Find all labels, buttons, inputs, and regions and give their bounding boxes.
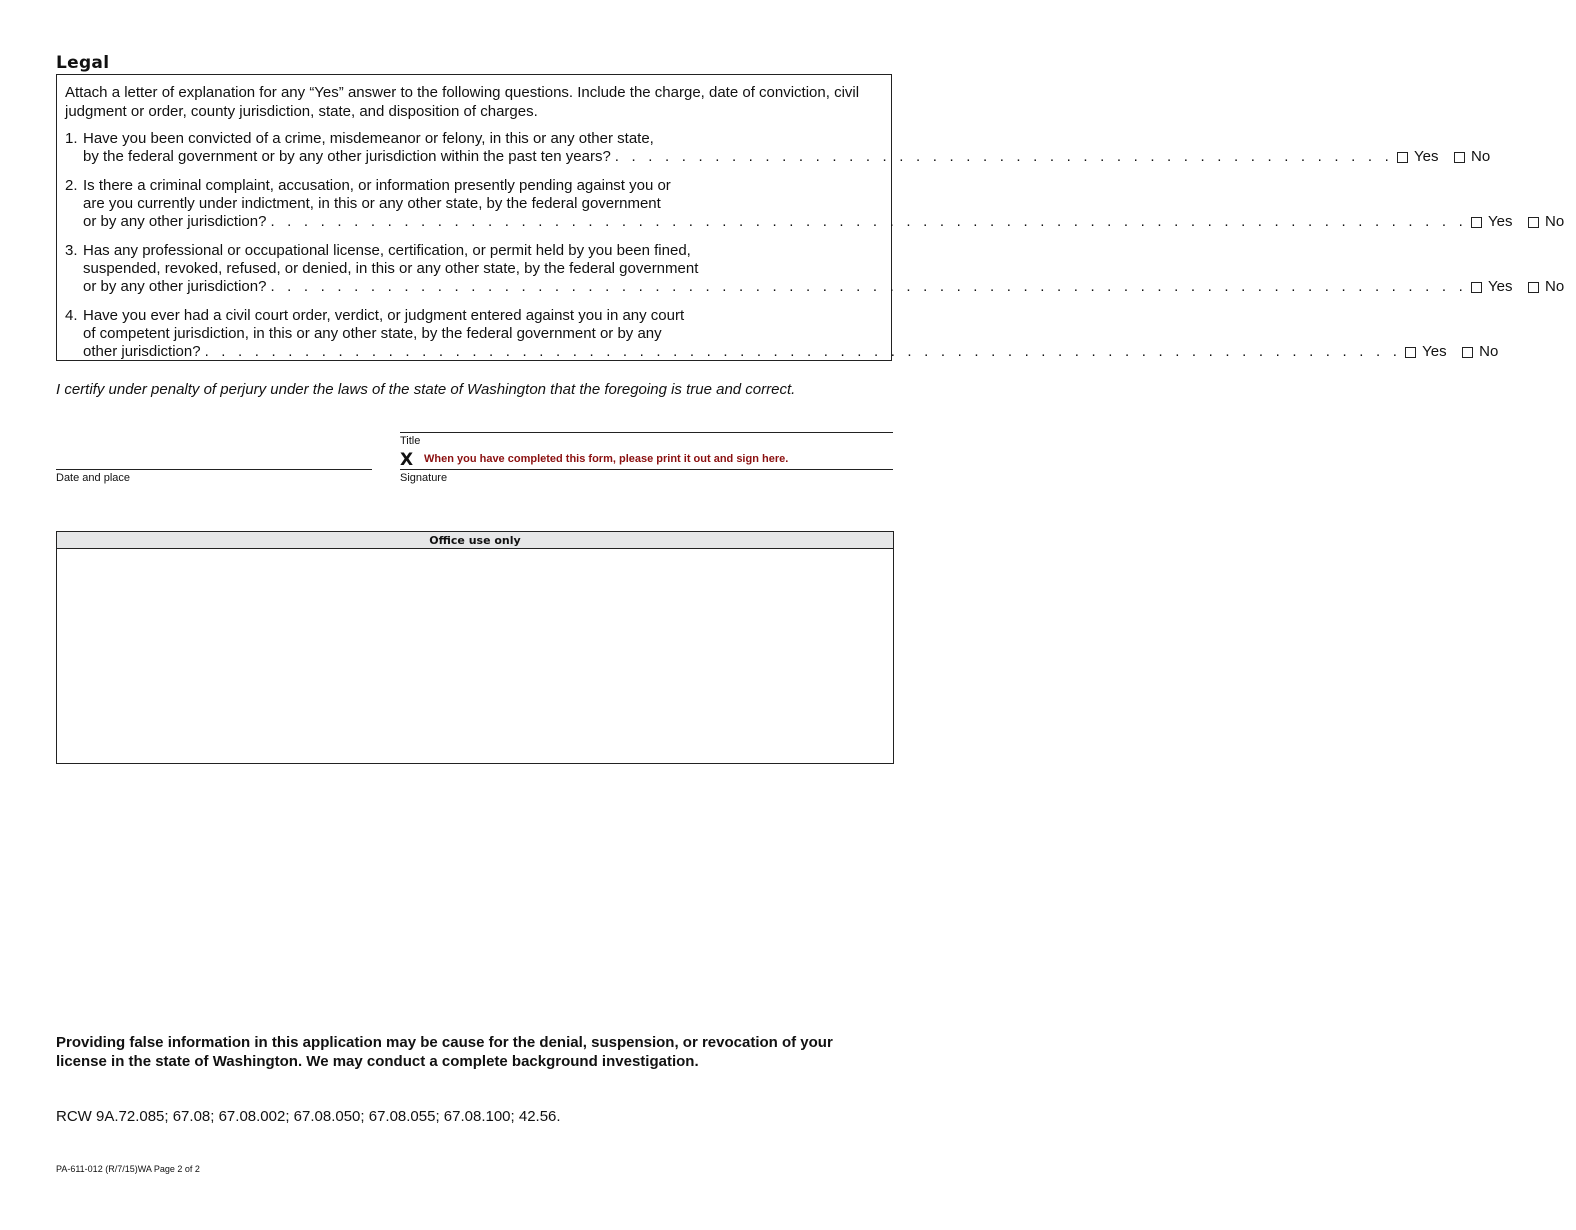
signature-label: Signature: [400, 472, 448, 484]
leader-dots: . . . . . . . . . . . . . . . . . . . . . . . . . . . . . . . . . . . . . . . . . . . . . . . . . . . . . . . . . . . . . . . . . . . . . . . .: [204, 343, 1402, 360]
question-text-line: Has any professional or occupational license, certification, or permit held by you been fined,: [83, 242, 691, 259]
question-2: [65, 177, 1565, 231]
question-4: [65, 307, 1499, 361]
no-option[interactable]: [1528, 278, 1576, 296]
leader-dots: . . . . . . . . . . . . . . . . . . . . . . . . . . . . . . . . . . . . . . . . . . . . . . . . . . . . . . . . . . . . . . . . . . . . . . . .: [270, 278, 1467, 295]
question-text-line: Is there a criminal complaint, accusation, or information presently pending against you or: [83, 177, 671, 194]
office-use-header: Office use only: [57, 532, 893, 549]
no-option[interactable]: [1462, 343, 1510, 361]
no-label: No: [1545, 213, 1565, 230]
form-footer: PA-611-012 (R/7/15)WA Page 2 of 2: [56, 1164, 200, 1174]
title-field-line[interactable]: [400, 432, 893, 433]
question-text-line: or by any other jurisdiction?: [83, 278, 267, 295]
question-text-line: by the federal government or by any other jurisdiction within the past ten years?: [83, 148, 611, 165]
question-text-line: other jurisdiction?: [83, 343, 201, 360]
no-option[interactable]: [1528, 213, 1576, 231]
yes-checkbox[interactable]: [1405, 347, 1416, 358]
no-label: No: [1470, 148, 1491, 165]
false-information-warning: Providing false information in this application may be cause for the denial, suspension, or revocation of your license in the state of Washington. We may conduct a complete background investigation.: [56, 1034, 833, 1070]
question-number: 1.: [65, 130, 78, 147]
title-label: Title: [400, 435, 421, 447]
leader-dots: . . . . . . . . . . . . . . . . . . . . . . . . . . . . . . . . . . . . . . . . . . . . . . .: [614, 148, 1393, 165]
question-text-line: Have you ever had a civil court order, verdict, or judgment entered against you in any court: [83, 307, 685, 324]
question-1: [65, 130, 1491, 166]
no-checkbox[interactable]: [1454, 152, 1465, 163]
question-text-line: Have you been convicted of a crime, misdemeanor or felony, in this or any other state,: [83, 130, 654, 147]
no-label: No: [1479, 343, 1499, 360]
no-checkbox[interactable]: [1528, 217, 1539, 228]
question-number: 4.: [65, 307, 78, 324]
no-checkbox[interactable]: [1528, 282, 1539, 293]
sign-here-x-icon: X: [400, 450, 414, 470]
yes-option[interactable]: [1397, 148, 1452, 166]
question-3: [65, 242, 1565, 296]
date-place-field-line[interactable]: [56, 469, 372, 470]
office-use-box: [56, 531, 894, 764]
yes-option[interactable]: [1405, 343, 1460, 361]
rcw-references: RCW 9A.72.085; 67.08; 67.08.002; 67.08.050; 67.08.055; 67.08.100; 42.56.: [56, 1108, 561, 1125]
yes-checkbox[interactable]: [1471, 217, 1482, 228]
question-number: 2.: [65, 177, 78, 194]
date-place-label: Date and place: [56, 472, 130, 484]
yes-label: Yes: [1488, 213, 1513, 230]
yes-label: Yes: [1488, 278, 1513, 295]
question-text-line: or by any other jurisdiction?: [83, 213, 267, 230]
question-text-line: of competent jurisdiction, in this or any other state, by the federal government or by any: [83, 325, 662, 342]
no-label: No: [1545, 278, 1565, 295]
yes-option[interactable]: [1471, 213, 1526, 231]
section-title: Legal: [56, 53, 110, 73]
yes-label: Yes: [1422, 343, 1447, 360]
signature-field-line[interactable]: [400, 469, 893, 470]
question-text-line: are you currently under indictment, in this or any other state, by the federal government: [83, 195, 661, 212]
yes-checkbox[interactable]: [1471, 282, 1482, 293]
yes-checkbox[interactable]: [1397, 152, 1408, 163]
no-option[interactable]: [1454, 148, 1502, 166]
question-number: 3.: [65, 242, 78, 259]
yes-label: Yes: [1413, 148, 1439, 165]
question-text-line: suspended, revoked, refused, or denied, in this or any other state, by the federal government: [83, 260, 699, 277]
leader-dots: . . . . . . . . . . . . . . . . . . . . . . . . . . . . . . . . . . . . . . . . . . . . . . . . . . . . . . . . . . . . . . . . . . . . . . . .: [270, 213, 1467, 230]
no-checkbox[interactable]: [1462, 347, 1473, 358]
legal-intro-text: Attach a letter of explanation for any “Yes” answer to the following questions. Include the charge, date of conviction, civil judgment or order, county jurisdiction, state, and disposition of charges.: [65, 84, 860, 120]
certification-statement: I certify under penalty of perjury under the laws of the state of Washington that the foregoing is true and correct.: [56, 381, 796, 398]
sign-here-note: When you have completed this form, please print it out and sign here.: [424, 453, 789, 465]
yes-option[interactable]: [1471, 278, 1526, 296]
